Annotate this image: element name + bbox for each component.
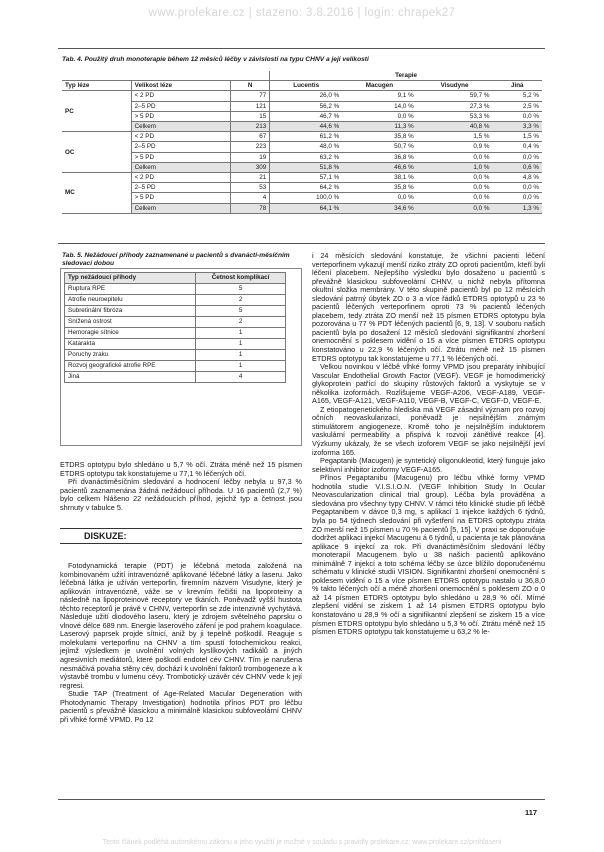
table-header-cell: Četnost komplikací	[196, 273, 286, 284]
table-cell: 5	[196, 306, 286, 317]
tables-divider	[58, 243, 545, 244]
table-row	[62, 101, 542, 111]
table-header-spacer	[62, 71, 270, 81]
table-row	[62, 152, 542, 162]
table-cell: 1,0 %	[417, 162, 493, 172]
table-cell: Katarakta	[65, 339, 196, 350]
table-group-header: Terapie	[270, 71, 542, 81]
table-header-cell: Lucentis	[270, 81, 342, 91]
table-cell: 0,4 %	[492, 142, 542, 152]
table-cell: Jiná	[65, 372, 196, 383]
table-row	[65, 372, 286, 383]
table-cell: Celkem	[131, 203, 230, 213]
table-row	[65, 328, 286, 339]
table-cell: 77	[231, 91, 270, 101]
table-cell: Ruptura RPE	[65, 284, 196, 295]
table-cell: 1	[196, 328, 286, 339]
table-cell: 78	[231, 203, 270, 213]
table-cell: 56,2 %	[270, 101, 342, 111]
table-cell: 44,6 %	[270, 122, 342, 132]
table-cell: 34,6 %	[342, 203, 416, 213]
table-cell: 1	[196, 361, 286, 372]
paragraph: Přínos Pegaptanibu (Macugenu) pro léčbu vlhké formy VPMD hodnotila studie V.I.S.I.O.N. (VEGF Inhibition Study In Ocular Neovascularization clinical trial group). Léčba byla prováděna a sledována pro všechny typy CHNV. V rámci této klinické studie při léčbě Pegaptanibem v dávce 0,3 mg, s aplikací 1 injekce každých 6 týdnů, byla po 54 týdnech sledování při vyšetření na ETDRS optotypu ztráta ZO menší než 15 písmen u 70 % pacientů [5, 15]. V praxi se doporučuje dodržet aplikaci injekcí Macugenu á 6 týdnů, u pacienta je tak plánována aplikace 9 injekcí za rok. Při dvanáctiměsíčním sledování léčby monoterapií Macugenem bylo u 38 našich pacientů aplikováno minimálně 7 injekcí a toto schéma léčby se úzce blížilo doporučenému schématu v klinické studii VISION. Signifikantní zhoršení onemocnění s poklesem vidění o 15 a více písmen ETDRS optotypu nastalo u 36,8,0 % takto léčených očí a méně zhoršení onemocnění s poklesem ZO o 0 až 14 písmen ETDRS optotypu bylo shledáno u 28,9 % očí. Mírné zlepšení vidění se ziskem 1 až 14 písmen ETDRS optotypu bylo konstatováno u 28,9 % očí a signifikantní zlepšení se ziskem 15 a více písmen ETDRS optotypu bylo shledáno u 5,3 % očí. Ztrátu méně než 15 písmen ETDRS optotypu tak konstatujeme u 63,2 % le-	[312, 473, 545, 637]
table-cell: Celkem	[131, 122, 230, 132]
table4-title: Tab. 4. Použitý druh monoterapie během 12 měsíců léčby v závislosti na typu CHNV a její velikosti	[62, 56, 369, 63]
table-cell: Hemoragie sítnice	[65, 328, 196, 339]
table-cell: 0,0 %	[342, 193, 416, 203]
table-cell: 4	[231, 193, 270, 203]
table-cell: Atrofie neuroepitelu	[65, 295, 196, 306]
table-cell: 0,0 %	[492, 152, 542, 162]
table-cell: 0,0 %	[492, 193, 542, 203]
left-column-top	[60, 461, 302, 512]
table-cell: 0,6 %	[492, 162, 542, 172]
table-cell: 0,0 %	[417, 173, 493, 183]
table-header-row	[62, 81, 542, 91]
table-cell: 2–5 PD	[131, 142, 230, 152]
table-header-cell: Typ léze	[62, 81, 131, 91]
table-cell: > 5 PD	[131, 152, 230, 162]
table-cell: Poruchy zraku	[65, 350, 196, 361]
table-cell: 26,0 %	[270, 91, 342, 101]
bottom-rule	[58, 799, 545, 800]
table-row	[65, 295, 286, 306]
table-group-label: OC	[62, 132, 131, 173]
table-cell: 50,7 %	[342, 142, 416, 152]
paragraph: Z etiopatogenetického hlediska má VEGF zásadní význam pro rozvoj očních neovaskularizací, poněvadž je nejsilnějším známým stimulátorem angiogeneze. Kromě toho je nejsilnějším induktorem vaskulární permeability a přispívá k rozvoji zánětlivé reakce [4]. Výzkumy ukázaly, že se všech izoforem VEGF se jako nejsilnější jeví izoforma 165.	[312, 404, 545, 457]
paragraph: Fotodynamická terapie (PDT) je léčebná metoda založená na kombinovaném užití intravenózně aplikované léčebné látky a laseru. Jako léčebná látka je užíván verteporfin, firemním názvem Visudyne, který je aplikován intravenózně, váže se v krevním řečišti na lipoproteiny a následně na lipoproteinové receptory ve tkáních. Poněvadž vyšší hustota těchto receptorů je právě v CHNV, verteporfin se zde intenzivně vychytává. Následuje užití diodového laseru, který je zdrojem světelného paprsku o vlnové délce 689 nm. Energie laserového záření je pod prahem koagulace. Laserový paprsek projde sítnicí, aniž by ji tepelně poškodil. Reaguje s molekulami verteporfinu na CHNV a tím spustí fotochemickou reakci, jejímž výsledkem je uvolnění volných kyslíkových radikálů a jiných agresivních mediátorů, které poškodí endotel cév CHNV. Tím je narušena nesmáčivá povaha stěny cév, dochází k uvolnění faktorů trombogeneze a k výstavbě trombu v lumenu cévy. Trombotický uzávěr cév CHNV vede k její regresi.	[60, 561, 302, 690]
table-cell: 57,1 %	[270, 173, 342, 183]
table-cell: Celkem	[131, 162, 230, 172]
table-cell: 309	[231, 162, 270, 172]
table-row	[65, 306, 286, 317]
table-cell: > 5 PD	[131, 193, 230, 203]
table4	[62, 71, 542, 214]
table-cell: 2–5 PD	[131, 101, 230, 111]
table-cell: 1	[196, 339, 286, 350]
table-cell: 2–5 PD	[131, 183, 230, 193]
table-cell: 53	[231, 183, 270, 193]
table-row	[62, 173, 542, 183]
table-group-label: MC	[62, 173, 131, 214]
table-row	[65, 339, 286, 350]
table-cell: 67	[231, 132, 270, 142]
table-row	[62, 183, 542, 193]
table-row	[65, 317, 286, 328]
table-cell: 1,5 %	[417, 132, 493, 142]
table-cell: 0,9 %	[417, 142, 493, 152]
table-cell: 64,2 %	[270, 183, 342, 193]
table-cell: 51,8 %	[270, 162, 342, 172]
table-cell: 59,7 %	[417, 91, 493, 101]
table-row	[65, 361, 286, 372]
table-cell: 36,8 %	[342, 152, 416, 162]
table-cell: 48,0 %	[270, 142, 342, 152]
table-cell: 27,3 %	[417, 101, 493, 111]
license-watermark: Tento článek podléhá autorskému zákonu a jeho využití je možné v souladu s pravidly prolekare.cz: www.prolekare.cz/prohlaseni	[102, 839, 502, 846]
table-cell: < 2 PD	[131, 132, 230, 142]
left-column-bottom	[60, 562, 302, 724]
table-cell: 61,2 %	[270, 132, 342, 142]
table-cell: 5	[196, 284, 286, 295]
table-cell: 100,0 %	[270, 193, 342, 203]
table-cell: 21	[231, 173, 270, 183]
table-cell: 0,0 %	[417, 203, 493, 213]
table-cell: 40,8 %	[417, 122, 493, 132]
table-row	[62, 122, 542, 132]
table-cell: > 5 PD	[131, 111, 230, 121]
table-row	[62, 91, 542, 101]
table-group-header-row	[62, 71, 542, 81]
table-cell: 2	[196, 295, 286, 306]
table-cell: < 2 PD	[131, 91, 230, 101]
table5-title: Tab. 5. Nežádoucí příhody zaznamenané u pacientů s dvanácti-měsíčním sledovací dobou	[62, 252, 290, 267]
table-row	[65, 350, 286, 361]
table-cell: 53,3 %	[417, 111, 493, 121]
table-cell: 0,0 %	[492, 183, 542, 193]
table-cell: 0,0 %	[492, 111, 542, 121]
table-header-row	[65, 273, 286, 284]
table-cell: 11,3 %	[342, 122, 416, 132]
table-cell: 2	[196, 317, 286, 328]
page-number: 117	[525, 808, 538, 817]
table-cell: 223	[231, 142, 270, 152]
table-cell: 4	[196, 372, 286, 383]
table-row	[62, 203, 542, 213]
download-watermark: www.prolekare.cz | stazeno: 3.8.2016 | login: chrapek27	[148, 7, 456, 19]
table-cell: Rozvoj geografické atrofie RPE	[65, 361, 196, 372]
table-cell: 19	[231, 152, 270, 162]
paragraph: i 24 měsících sledování konstatuje, že všichni pacienti léčení verteporfinem vykazují menší riziko ztráty ZO oproti pacientům, kteří byli léčení placebem. Nejlepšího výsledku bylo dosaženo u pacientů s převážně klasickou subfoveolární CHNV, u nichž nebyla přítomna okultní složka membrány. V této skupině pacientů byl po 12 měsících sledování patrný úbytek ZO o 3 a více řádků ETDRS optotypů u 23 % pacientů léčených verteporfinem oproti 73 % pacientů léčených placebem, tedy ztráta ZO menší než 15 písmen ETDRS optotypu byla pozorována u 77 % PDT léčených pacientů [6, 9, 13]. V souboru našich pacientů byla po dosažení 12 měsíců sledování signifikantní zhoršení onemocnění s poklesem vidění o 15 a více písmen ETDRS optotypu konstatováno u 22,9 % léčených očí. Ztrátu méně než 15 písmen ETDRS optotypu tak konstatujeme u 77,1 % léčených očí.	[312, 251, 545, 363]
table-cell: 2,5 %	[492, 101, 542, 111]
table-cell: Snížená ostrost	[65, 317, 196, 328]
table-row	[62, 142, 542, 152]
table-cell: 1,3 %	[492, 203, 542, 213]
table-cell: Subretinální fibróza	[65, 306, 196, 317]
paragraph: Studie TAP (Treatment of Age-Related Macular Degeneration with Photodynamic Therapy Investigation) hodnotila přínos PDT pro léčbu pacientů s převážně klasickou a minimálně klasickou subfoveolární CHNV při vlhké formě VPMD. Po 12	[60, 689, 302, 724]
table-cell: 46,6 %	[342, 162, 416, 172]
table-cell: 0,0 %	[417, 152, 493, 162]
table-header-cell: Jiná	[492, 81, 542, 91]
table-cell: 35,8 %	[342, 132, 416, 142]
paragraph: ETDRS optotypu bylo shledáno u 5,7 % očí. Ztráta méně než 15 písmen ETDRS optotypu tak konstatujeme u 77,1 % léčených očí.	[60, 460, 302, 478]
table-header-cell: Typ nežádoucí příhody	[65, 273, 196, 284]
table-row	[62, 132, 542, 142]
table-cell: 1,5 %	[492, 132, 542, 142]
table-cell: 9,1 %	[342, 91, 416, 101]
right-column	[312, 252, 545, 637]
table-cell: 0,0 %	[417, 193, 493, 203]
table-cell: 46,7 %	[270, 111, 342, 121]
table5	[64, 272, 286, 383]
table-cell: 35,8 %	[342, 183, 416, 193]
table-header-cell: Velikost léze	[131, 81, 230, 91]
table-cell: 213	[231, 122, 270, 132]
table-cell: < 2 PD	[131, 173, 230, 183]
table-cell: 4,8 %	[492, 173, 542, 183]
table-cell: 63,2 %	[270, 152, 342, 162]
table-row	[62, 111, 542, 121]
table-row	[65, 284, 286, 295]
table-header-cell: Macugen	[342, 81, 416, 91]
table-cell: 15	[231, 111, 270, 121]
table-cell: 0,0 %	[417, 183, 493, 193]
table-cell: 14,0 %	[342, 101, 416, 111]
paragraph: Velkou novinkou v léčbě vlhké formy VPMD jsou preparáty inhibující Vascular Endothelial Growth Factor (VEGF). VEGF je homodimerický glykoprotein patřící do skupiny růstových faktorů a vyskytuje se v několika izoformách. Rozlišujeme VEGF-A206, VEGF-A189, VEGF-A165, VEGF-A121, VEGF-A110, VEGF-B, VEGF-C, VEGF-D, VEGF-E.	[312, 362, 545, 406]
table-cell: 1	[196, 350, 286, 361]
paragraph: Při dvanáctiměsíčním sledování a hodnocení léčby nebyla u 97,3 % pacientů zaznamenána žádná nežádoucí příhoda. U 16 pacientů (2,7 %) bylo celkem hlášeno 22 nežádoucích příhod, jejichž typ a četnost jsou shrnuty v tabulce 5.	[60, 477, 302, 512]
table-row	[62, 193, 542, 203]
section-heading: DISKUZE:	[60, 528, 302, 544]
table-cell: 5,2 %	[492, 91, 542, 101]
table-header-cell: Visudyne	[417, 81, 493, 91]
table-cell: 3,3 %	[492, 122, 542, 132]
table-row	[62, 162, 542, 172]
table-cell: 64,1 %	[270, 203, 342, 213]
top-rule	[58, 48, 545, 49]
paragraph: Pegaptanib (Macugen) je syntetický oligonukleotid, který funguje jako selektivní inhibitor izoformy VEGF-A165.	[312, 456, 545, 474]
table-header-cell: N	[231, 81, 270, 91]
table-cell: 38,1 %	[342, 173, 416, 183]
table-cell: 121	[231, 101, 270, 111]
table-group-label: PC	[62, 91, 131, 132]
table-cell: 0,0 %	[342, 111, 416, 121]
